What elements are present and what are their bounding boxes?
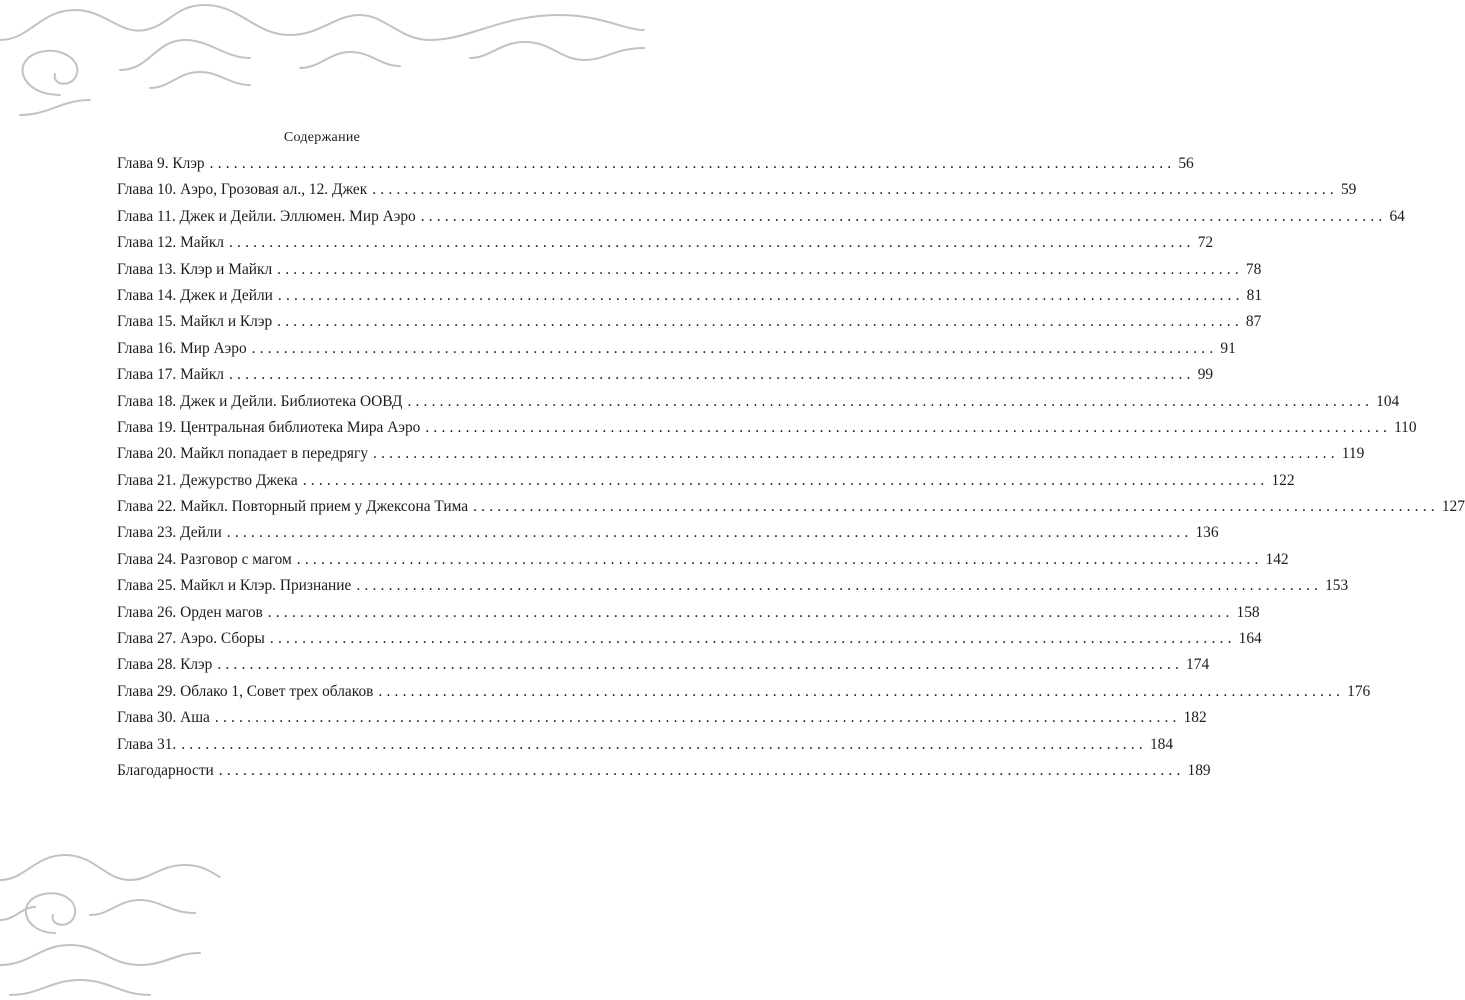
toc-entry [117, 626, 1262, 652]
toc-leader-dots: ........................................................................................................................ [269, 630, 1236, 648]
bottom-cloud-ornament-icon [0, 845, 220, 1000]
toc-entry-page: 119 [1341, 445, 1365, 463]
toc-entry [117, 652, 1210, 678]
toc-leader-dots: ........................................................................................................................ [373, 445, 1339, 463]
toc-entry [117, 520, 1219, 546]
toc-entry-page: 110 [1394, 418, 1417, 436]
toc-entry [117, 732, 1174, 758]
toc-entry-page: 174 [1186, 656, 1210, 674]
toc-entry-title: Благодарности [117, 761, 214, 779]
toc-entry-title: Глава 12. Майкл [117, 234, 224, 252]
toc-entry-page: 189 [1187, 761, 1211, 779]
toc-leader-dots: ........................................................................................................................ [420, 207, 1387, 225]
toc-entry [117, 151, 1194, 177]
toc-entry-title: Глава 30. Аша [117, 709, 210, 727]
toc-entry [117, 283, 1263, 309]
toc-entry-title: Глава 22. Майкл. Повторный прием у Джексона Тима [117, 498, 469, 516]
toc-entry-page: 91 [1220, 339, 1236, 357]
toc-leader-dots: ........................................................................................................................ [181, 735, 1147, 753]
toc-entry-page: 122 [1271, 471, 1295, 489]
toc-leader-dots: ........................................................................................................................ [378, 682, 1345, 700]
toc-leader-dots: ........................................................................................................................ [251, 339, 1218, 357]
toc-entry-title: Глава 27. Аэро. Сборы [117, 630, 265, 648]
toc-entry-title: Глава 18. Джек и Дейли. Библиотека ООВД [117, 392, 403, 410]
toc-entry-page: 56 [1178, 155, 1194, 172]
toc-entry [117, 573, 1349, 599]
toc-entry-title: Глава 13. Клэр и Майкл [117, 260, 273, 278]
toc-entry [117, 257, 1262, 283]
toc-entry-page: 59 [1340, 181, 1357, 199]
toc-leader-dots: ........................................................................................................................ [302, 471, 1269, 489]
toc-entry [117, 758, 1211, 784]
toc-entry [117, 547, 1289, 573]
toc-entry [117, 336, 1236, 362]
toc-entry-title: Глава 10. Аэро, Грозовая ал., 12. Джек [117, 181, 368, 199]
toc-entry-title: Глава 21. Дежурство Джека [117, 471, 298, 489]
toc-entry-title: Глава 20. Майкл попадает в передрягу [117, 445, 369, 463]
toc-entry-title: Глава 26. Орден магов [117, 603, 263, 621]
toc-entry-title: Глава 24. Разговор с магом [117, 550, 292, 568]
toc-entry-title: Глава 15. Майкл и Клэр [117, 313, 273, 331]
toc-entry [117, 600, 1260, 626]
toc-leader-dots: ........................................................................................................................ [226, 524, 1193, 542]
toc-leader-dots: ........................................................................................................................ [209, 155, 1176, 172]
toc-entry-page: 153 [1325, 577, 1349, 595]
toc-entry-page: 184 [1149, 735, 1174, 753]
toc-entry [117, 204, 1405, 230]
toc-entry-page: 78 [1245, 260, 1262, 278]
toc-entry-title: Глава 23. Дейли [117, 524, 222, 542]
toc-leader-dots: ........................................................................................................................ [217, 656, 1184, 674]
toc-entry-title: Глава 29. Облако 1, Совет трех облаков [117, 682, 374, 700]
toc-entry-page: 72 [1197, 234, 1214, 252]
toc-entry-title: Глава 31. [117, 735, 177, 753]
toc-entry-page: 64 [1389, 207, 1405, 225]
toc-entry-page: 142 [1265, 550, 1289, 568]
toc-entry-title: Глава 28. Клэр [117, 656, 213, 674]
toc-entry-page: 158 [1236, 603, 1260, 621]
toc-leader-dots: ........................................................................................................................ [214, 709, 1181, 727]
toc-entry [117, 177, 1357, 203]
top-cloud-ornament-icon [0, 0, 644, 120]
toc-entry-title: Глава 25. Майкл и Клэр. Признание [117, 577, 352, 595]
toc-entry [117, 468, 1295, 494]
toc-leader-dots: ........................................................................................................................ [218, 761, 1185, 779]
toc-entry [117, 230, 1214, 256]
toc-leader-dots: ........................................................................................................................ [473, 498, 1439, 516]
toc-entry-title: Глава 16. Мир Аэро [117, 339, 247, 357]
toc-entry [117, 362, 1214, 388]
toc-entry-page: 87 [1245, 313, 1262, 331]
toc-leader-dots: ........................................................................................................................ [372, 181, 1338, 199]
toc-entry-page: 99 [1197, 366, 1214, 384]
toc-leader-dots: ........................................................................................................................ [277, 260, 1243, 278]
toc-entry-page: 104 [1376, 392, 1400, 410]
toc-leader-dots: ........................................................................................................................ [277, 313, 1243, 331]
toc-title: Содержание [283, 130, 361, 145]
toc-leader-dots: ........................................................................................................................ [229, 366, 1195, 384]
toc-leader-dots: ........................................................................................................................ [229, 234, 1195, 252]
toc-entry [117, 494, 1465, 520]
toc-entry [117, 309, 1262, 335]
toc-entry-page: 176 [1347, 682, 1371, 700]
toc-leader-dots: ........................................................................................................................ [425, 418, 1392, 436]
toc-list [117, 151, 1465, 784]
toc-entry-title: Глава 19. Центральная библиотека Мира Аэро [117, 418, 421, 436]
toc-entry [117, 389, 1400, 415]
toc-leader-dots: ........................................................................................................................ [267, 603, 1234, 621]
toc-entry-title: Глава 9. Клэр [117, 155, 205, 172]
toc-entry [117, 705, 1207, 731]
toc-entry-page: 164 [1238, 630, 1262, 648]
toc-leader-dots: ........................................................................................................................ [296, 550, 1263, 568]
toc-entry [117, 441, 1365, 467]
toc-entry-title: Глава 11. Джек и Дейли. Эллюмен. Мир Аэро [117, 207, 416, 225]
toc-entry [117, 679, 1371, 705]
toc-leader-dots: ........................................................................................................................ [407, 392, 1374, 410]
toc-leader-dots: ........................................................................................................................ [277, 286, 1244, 304]
toc-entry-page: 81 [1246, 286, 1263, 304]
toc-entry-page: 182 [1183, 709, 1207, 727]
toc-entry-page: 136 [1195, 524, 1219, 542]
toc-entry-title: Глава 17. Майкл [117, 366, 224, 384]
toc-entry-title: Глава 14. Джек и Дейли [117, 286, 273, 304]
toc-entry-page: 127 [1441, 498, 1465, 516]
toc-leader-dots: ........................................................................................................................ [356, 577, 1323, 595]
toc-entry [117, 415, 1417, 441]
